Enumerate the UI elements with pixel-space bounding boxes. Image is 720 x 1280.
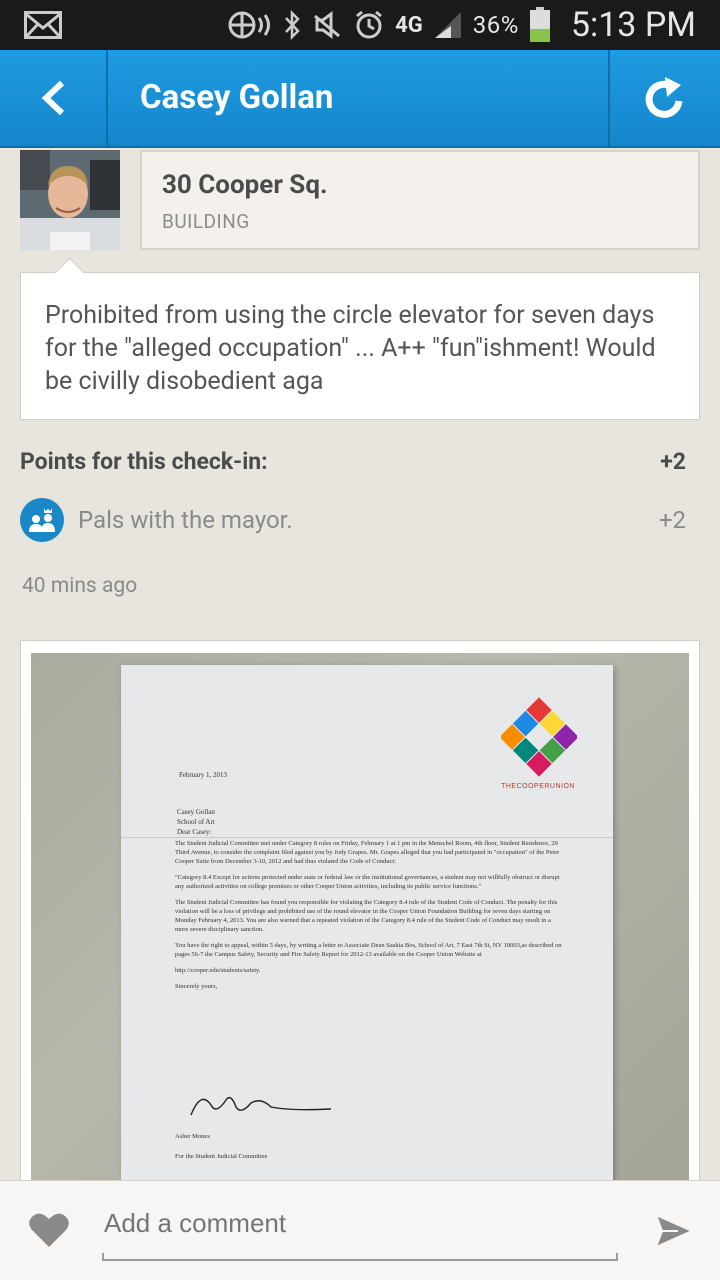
checkin-shout bbox=[20, 272, 700, 420]
signature bbox=[181, 1085, 341, 1125]
points-header bbox=[20, 448, 686, 475]
nfc-icon bbox=[227, 10, 273, 40]
mayor-pals-icon bbox=[20, 498, 64, 542]
network-type: 4G bbox=[395, 12, 423, 38]
page-title: Casey Gollan bbox=[140, 78, 334, 117]
letter-paragraph: Sincerely yours, bbox=[175, 983, 218, 990]
letter-signer bbox=[175, 1127, 267, 1167]
letter-paragraph: "Category 8.4 Except for actions protected under state or federal law or the institutional governances, a student may not willfully obstruct or disrupt any authorized activities on college premises or other Cooper Union activities, including its public service functions." bbox=[175, 874, 560, 890]
checkin-photo[interactable] bbox=[31, 653, 689, 1183]
points-item-value: +2 bbox=[658, 506, 686, 534]
send-icon[interactable] bbox=[654, 1211, 694, 1251]
signer-name: Asher Mones bbox=[175, 1133, 210, 1140]
back-button[interactable] bbox=[0, 50, 108, 146]
battery-percent: 36% bbox=[472, 11, 519, 39]
photo-card[interactable] bbox=[20, 640, 700, 1200]
points-item bbox=[20, 498, 686, 542]
battery-icon bbox=[529, 7, 551, 43]
bluetooth-icon bbox=[283, 10, 301, 40]
comment-input[interactable] bbox=[104, 1203, 618, 1243]
letter-paragraph: The Student Judicial Committee has found you responsible for violating the Category 8.4 rule of the Student Code of Conduct. The penalty for this violation will be a loss of privilege and prohibited use of the round elevator in the Cooper Union Foundation Building for seven days starting on Monday February 4, 2013. You are also warned that a repeated violation of the Category 8.4 rule of the Student Code of Conduct may result in a more severe disciplinary sanction. bbox=[175, 899, 558, 933]
signal-icon bbox=[433, 10, 463, 40]
comment-bar bbox=[0, 1180, 720, 1280]
points-header-label: Points for this check-in: bbox=[20, 448, 268, 475]
venue-name: 30 Cooper Sq. bbox=[162, 170, 328, 200]
comment-input-underline bbox=[102, 1259, 618, 1261]
avatar[interactable] bbox=[20, 150, 120, 250]
chevron-left-icon bbox=[40, 80, 66, 116]
recipient-school: School of Art bbox=[177, 818, 215, 826]
mute-icon bbox=[311, 10, 343, 40]
status-bar bbox=[0, 0, 720, 50]
venue-category: BUILDING bbox=[162, 210, 250, 233]
letter-date: February 1, 2013 bbox=[179, 771, 228, 779]
alarm-icon bbox=[353, 9, 385, 41]
points-total: +2 bbox=[660, 448, 686, 475]
logo-wordmark: THECOOPERUNION bbox=[501, 783, 575, 790]
paper-fold bbox=[121, 837, 613, 838]
clock: 5:13 PM bbox=[570, 5, 696, 45]
refresh-icon bbox=[643, 75, 687, 121]
points-item-label: Pals with the mayor. bbox=[78, 506, 293, 534]
app-header bbox=[0, 50, 720, 148]
letter-recipient bbox=[177, 807, 215, 837]
checkin-timestamp: 40 mins ago bbox=[22, 574, 138, 598]
mail-icon bbox=[24, 11, 62, 39]
letter-salutation: Dear Casey: bbox=[177, 828, 212, 836]
heart-icon[interactable] bbox=[28, 1211, 70, 1249]
letter-paragraph: The Student Judicial Committee met under Category 8 rules on Friday, February 1 at 1 pm in the Menschel Room, 4th floor, Student Residence, 29 Third Avenue, to consider the complaint filed against you by Jody Grapes. Mr. Grapes alleged that you had participated in "occupation" of the Peter Cooper Suite from December 3-10, 2012 and had thus violated the Code of Conduct: bbox=[175, 840, 560, 865]
letter-paragraph: http://cooper.edu/students/safety. bbox=[175, 967, 261, 974]
refresh-button[interactable] bbox=[608, 50, 720, 146]
letter-body bbox=[175, 839, 565, 998]
signer-title: For the Student Judicial Committee bbox=[175, 1153, 268, 1160]
letter-paragraph: You have the right to appeal, within 5 days, by writing a letter to Associate Dean Saskia Bos, School of Art, 7 East 7th St, NY 10003,as described on pages 56-7 the Campus Safety, Security and Fire Safety Report for 2012-13 available on the Cooper Union Website at bbox=[175, 942, 562, 958]
cooper-union-logo bbox=[501, 695, 577, 779]
recipient-name: Casey Gollan bbox=[177, 808, 215, 816]
letter-document bbox=[121, 665, 613, 1183]
shout-text: Prohibited from using the circle elevator for seven days for the "alleged occupation" ... A++ "fun"ishment! Would be civilly disobedient aga bbox=[45, 301, 656, 396]
venue-card[interactable] bbox=[140, 150, 700, 250]
